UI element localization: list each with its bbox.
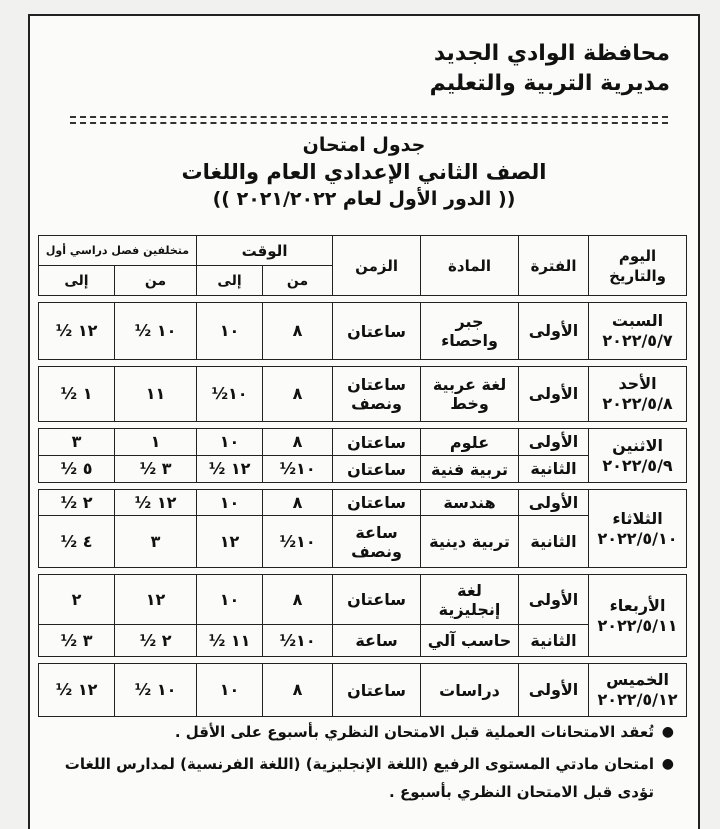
row-gap — [39, 483, 687, 490]
makeup-from-cell: ١١ — [115, 367, 197, 422]
day-date-cell — [589, 367, 687, 422]
duration-cell: ساعتان — [333, 429, 421, 456]
time-to-cell: ١٠ — [197, 575, 263, 625]
period-cell: الأولى — [519, 490, 589, 516]
day-date-cell — [589, 303, 687, 360]
time-to-cell: ١٠ — [197, 429, 263, 456]
duration-cell: ساعة — [333, 625, 421, 657]
subject-cell: لغة عربية وخط — [421, 367, 519, 422]
period-cell: الثانية — [519, 625, 589, 657]
day-date-cell — [589, 429, 687, 483]
exam-date: ٢٠٢٢/٥/١١ — [597, 615, 678, 635]
header-time-from: من — [263, 266, 333, 296]
period-cell: الأولى — [519, 575, 589, 625]
exam-schedule-table — [38, 235, 687, 717]
bullet-icon: ● — [661, 756, 674, 772]
exam-date: ٢٠٢٢/٥/٨ — [602, 394, 673, 413]
time-from-cell: ٨ — [263, 367, 333, 422]
time-from-cell: ٨ — [263, 575, 333, 625]
day-name: الاثنين — [612, 435, 663, 455]
document-page — [28, 14, 700, 829]
day-date-cell — [589, 490, 687, 568]
gap-cell — [39, 360, 687, 367]
time-from-cell: ٨ — [263, 429, 333, 456]
exam-date: ٢٠٢٢/٥/٧ — [602, 331, 673, 350]
notes-section — [46, 718, 676, 806]
subject-cell: تربية فنية — [421, 456, 519, 483]
makeup-to-cell: ٣ ½ — [39, 625, 115, 657]
makeup-to-cell: ٢ — [39, 575, 115, 625]
time-to-cell: ١٠½ — [197, 367, 263, 422]
makeup-from-cell: ٢ ½ — [115, 625, 197, 657]
exam-date: ٢٠٢٢/٥/١٢ — [597, 690, 678, 709]
day-name: الخميس — [606, 670, 669, 689]
makeup-to-cell: ١٢ ½ — [39, 664, 115, 717]
time-to-cell: ١٢ ½ — [197, 456, 263, 483]
makeup-to-cell: ٢ ½ — [39, 490, 115, 516]
header-makeup-to: إلى — [39, 266, 115, 296]
time-to-cell: ١٠ — [197, 303, 263, 360]
makeup-from-cell: ١٠ ½ — [115, 303, 197, 360]
bullet-icon: ● — [661, 724, 674, 740]
time-to-cell: ١٢ — [197, 516, 263, 568]
time-from-cell: ٨ — [263, 303, 333, 360]
day-name: الثلاثاء — [612, 508, 663, 528]
gap-cell — [39, 657, 687, 664]
time-from-cell: ٨ — [263, 664, 333, 717]
header-makeup: متخلفين فصل دراسي أول — [39, 236, 197, 266]
header-day-date — [589, 236, 687, 296]
grade-title: الصف الثاني الإعدادي العام واللغات — [181, 160, 547, 184]
schedule-title: جدول امتحان — [302, 134, 426, 156]
table-row — [39, 429, 687, 456]
period-cell: الأولى — [519, 303, 589, 360]
table-row — [39, 367, 687, 422]
makeup-to-cell: ١٢ ½ — [39, 303, 115, 360]
makeup-from-cell: ١٢ — [115, 575, 197, 625]
duration-cell: ساعتان — [333, 664, 421, 717]
day-date-cell — [589, 664, 687, 717]
header-time-to: إلى — [197, 266, 263, 296]
note-item — [46, 750, 676, 806]
divider — [70, 122, 668, 124]
makeup-from-cell: ٣ — [115, 516, 197, 568]
duration-cell: ساعتان ونصف — [333, 367, 421, 422]
subject-cell: علوم — [421, 429, 519, 456]
note-text: تُعقد الامتحانات العملية قبل الامتحان النظري بأسبوع على الأقل . — [174, 723, 654, 741]
time-from-cell: ١٠½ — [263, 456, 333, 483]
table-row — [39, 490, 687, 516]
gap-cell — [39, 483, 687, 490]
row-gap — [39, 422, 687, 429]
makeup-from-cell: ١ — [115, 429, 197, 456]
table-row — [39, 664, 687, 717]
document-header — [430, 40, 670, 100]
subject-cell: لغة إنجليزية — [421, 575, 519, 625]
gap-cell — [39, 422, 687, 429]
exam-date: ٢٠٢٢/٥/١٠ — [597, 528, 678, 548]
time-from-cell: ١٠½ — [263, 625, 333, 657]
row-gap — [39, 568, 687, 575]
header-period: الفترة — [519, 236, 589, 296]
period-cell: الثانية — [519, 456, 589, 483]
duration-cell: ساعة ونصف — [333, 516, 421, 568]
exam-date: ٢٠٢٢/٥/٩ — [602, 455, 673, 475]
day-name: الأحد — [618, 374, 657, 393]
makeup-to-cell: ٣ — [39, 429, 115, 456]
day-name: الأربعاء — [609, 595, 666, 615]
makeup-to-cell: ٥ ½ — [39, 456, 115, 483]
duration-cell: ساعتان — [333, 303, 421, 360]
duration-cell: ساعتان — [333, 490, 421, 516]
divider — [70, 116, 668, 118]
time-from-cell: ١٠½ — [263, 516, 333, 568]
period-cell: الثانية — [519, 516, 589, 568]
time-to-cell: ١٠ — [197, 664, 263, 717]
row-gap — [39, 296, 687, 303]
row-gap — [39, 360, 687, 367]
time-to-cell: ١٠ — [197, 490, 263, 516]
table-row — [39, 303, 687, 360]
duration-cell: ساعتان — [333, 575, 421, 625]
subject-cell: تربية دينية — [421, 516, 519, 568]
subject-cell: حاسب آلي — [421, 625, 519, 657]
makeup-from-cell: ٣ ½ — [115, 456, 197, 483]
table-row — [39, 575, 687, 625]
period-cell: الأولى — [519, 367, 589, 422]
time-to-cell: ١١ ½ — [197, 625, 263, 657]
governorate-name: محافظة الوادي الجديد — [433, 41, 670, 66]
session-title: (( الدور الأول لعام ٢٠٢١/٢٠٢٢ )) — [212, 188, 516, 210]
gap-cell — [39, 296, 687, 303]
header-day-date-label: اليوم والتاريخ — [609, 246, 666, 285]
note-item — [46, 718, 676, 746]
makeup-from-cell: ١٠ ½ — [115, 664, 197, 717]
day-name: السبت — [611, 311, 664, 330]
subject-cell: هندسة — [421, 490, 519, 516]
time-from-cell: ٨ — [263, 490, 333, 516]
header-makeup-from: من — [115, 266, 197, 296]
makeup-to-cell: ٤ ½ — [39, 516, 115, 568]
row-gap — [39, 657, 687, 664]
day-date-cell — [589, 575, 687, 657]
subject-cell: دراسات — [421, 664, 519, 717]
gap-cell — [39, 568, 687, 575]
period-cell: الأولى — [519, 664, 589, 717]
header-subject: المادة — [421, 236, 519, 296]
directorate-name: مديرية التربية والتعليم — [429, 71, 670, 96]
makeup-to-cell: ١ ½ — [39, 367, 115, 422]
period-cell: الأولى — [519, 429, 589, 456]
subject-cell: جبر واحصاء — [421, 303, 519, 360]
title-block — [30, 134, 698, 210]
header-duration: الزمن — [333, 236, 421, 296]
note-text: امتحان مادتي المستوى الرفيع (اللغة الإنجليزية) (اللغة الفرنسية) لمدارس اللغات تؤدى قبل الامتحان النظري بأسبوع . — [64, 755, 654, 801]
makeup-from-cell: ١٢ ½ — [115, 490, 197, 516]
header-time: الوقت — [197, 236, 333, 266]
duration-cell: ساعتان — [333, 456, 421, 483]
